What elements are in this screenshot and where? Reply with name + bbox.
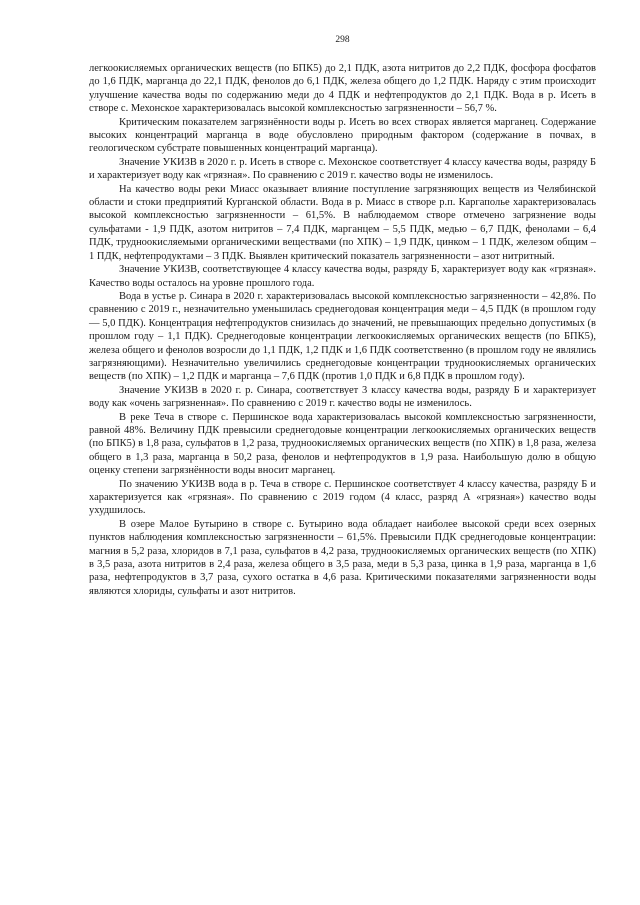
paragraph-critical-indicator-iset: Критическим показателем загрязнённости воды р. Исеть во всех створах является марганец. Содержание высоких концентраций марганца в воде обусловлено природным фактором (содержание в почвах, в геологическом субстрате повышенных концентраций марганца). <box>89 116 596 155</box>
paragraph-sinara-river: Вода в устье р. Синара в 2020 г. характеризовалась высокой комплексностью загрязненности – 42,8%. По сравнению с 2019 г., незначительно уменьшилась среднегодовая концентрация меди – 4,5 ПДК (в прошлом году — 5,0 ПДК). Концентрация нефтепродуктов снизилась до значений, не превышающих предельно допустимых (в прошлом году – 1,1 ПДК). Среднегодовые концентрации легкоокисляемых органических веществ (по БПК5), железа общего и фенолов возросли до 1,1 ПДК, 1,2 ПДК и 1,6 ПДК соответственно (в прошлом году не являлись загрязняющими). Незначительно увеличились среднегодовые концентрации трудноокисляемых органических веществ (по ХПК) – 1,2 ПДК и марганца – 7,6 ПДК (против 1,0 ПДК и 6,8 ПДК в прошлом году). <box>89 290 596 383</box>
paragraph-ukizv-iset: Значение УКИЗВ в 2020 г. р. Исеть в створе с. Мехонское соответствует 4 классу качества воды, разряду Б и характеризует воду как «грязная». По сравнению с 2019 г. качество воды не изменилось. <box>89 156 596 182</box>
document-body <box>89 62 596 598</box>
paragraph-ukizv-miass: Значение УКИЗВ, соответствующее 4 классу качества воды, разряду Б, характеризует воду как «грязная». Качество воды осталось на уровне прошлого года. <box>89 264 596 289</box>
paragraph-maloe-butyrino-lake: В озере Малое Бутырино в створе с. Бутырино вода обладает наиболее высокой среди всех озерных пунктов наблюдения комплексностью загрязненности – 61,5%. Превысили ПДК среднегодовые концентрации: магния в 5,2 раза, хлоридов в 7,1 раза, сульфатов в 4,2 раза, трудноокисляемых органических веществ (по ХПК) в 3,5 раза, азота нитритов в 2,4 раза, железа общего в 3,5 раза, меди в 5,3 раза, цинка в 1,9 раза, марганца в 1,6 раза, нефтепродуктов в 3,7 раза, сухого остатка в 4,6 раза. Критическими показателями загрязненности воды являются хлориды, сульфаты и азот нитритов. <box>89 518 596 597</box>
paragraph-continuation: легкоокисляемых органических веществ (по БПК5) до 2,1 ПДК, азота нитритов до 2,2 ПДК, фосфора фосфатов до 1,6 ПДК, марганца до 22,1 ПДК, фенолов до 6,1 ПДК, железа общего до 1,2 ПДК. Наряду с этим происходит улучшение качества воды по содержанию меди до 4 ПДК и нефтепродуктов до 2,1 ПДК. Вода в р. Исеть в створе с. Мехонское характеризовалась высокой комплексностью загрязненности – 56,7 %. <box>89 63 596 115</box>
paragraph-techa-river: В реке Теча в створе с. Першинское вода характеризовалась высокой комплексностью загрязненности, равной 48%. Величину ПДК превысили среднегодовые концентрации легкоокисляемых органических веществ (по БПК5) в 1,8 раза, сульфатов в 1,2 раза, трудноокисляемых органических веществ (по ХПК) в 1,8 раза, железа общего в 1,3 раза, марганца в 50,2 раза, фенолов и нефтепродуктов в 1,9 раза. Наибольшую долю в общую оценку степени загрязнённости воды вносит марганец. <box>89 411 596 477</box>
paragraph-ukizv-sinara: Значение УКИЗВ в 2020 г. р. Синара, соответствует 3 классу качества воды, разряду Б и характеризует воду как «очень загрязненная». По сравнению с 2019 г. качество воды не изменилось. <box>89 384 596 410</box>
paragraph-miass-river: На качество воды реки Миасс оказывает влияние поступление загрязняющих веществ из Челябинской области и стоки предприятий Курганской области. Вода в р. Миасс в створе р.п. Каргаполье характеризовалась высокой комплексностью загрязненности – 61,5%. В наблюдаемом створе отмечено загрязнение воды сульфатами - 1,9 ПДК, азотом нитритов – 7,4 ПДК, марганцем – 5,5 ПДК, медью – 6,7 ПДК, фенолами – 6,4 ПДК, трудноокисляемыми органическими веществами (по ХПК) – 1,9 ПДК, цинком – 1 ПДК, железом общим – 1 ПДК, нефтепродуктами – 3 ПДК. Выявлен критический показатель загрязненности – азот нитритный. <box>89 183 596 262</box>
paragraph-ukizv-techa: По значению УКИЗВ вода в р. Теча в створе с. Першинское соответствует 4 классу качества, разряду Б и характеризуется как «грязная». По сравнению с 2019 годом (4 класс, разряд А «грязная») качество воды ухудшилось. <box>89 478 596 517</box>
page-number: 298 <box>335 35 350 45</box>
